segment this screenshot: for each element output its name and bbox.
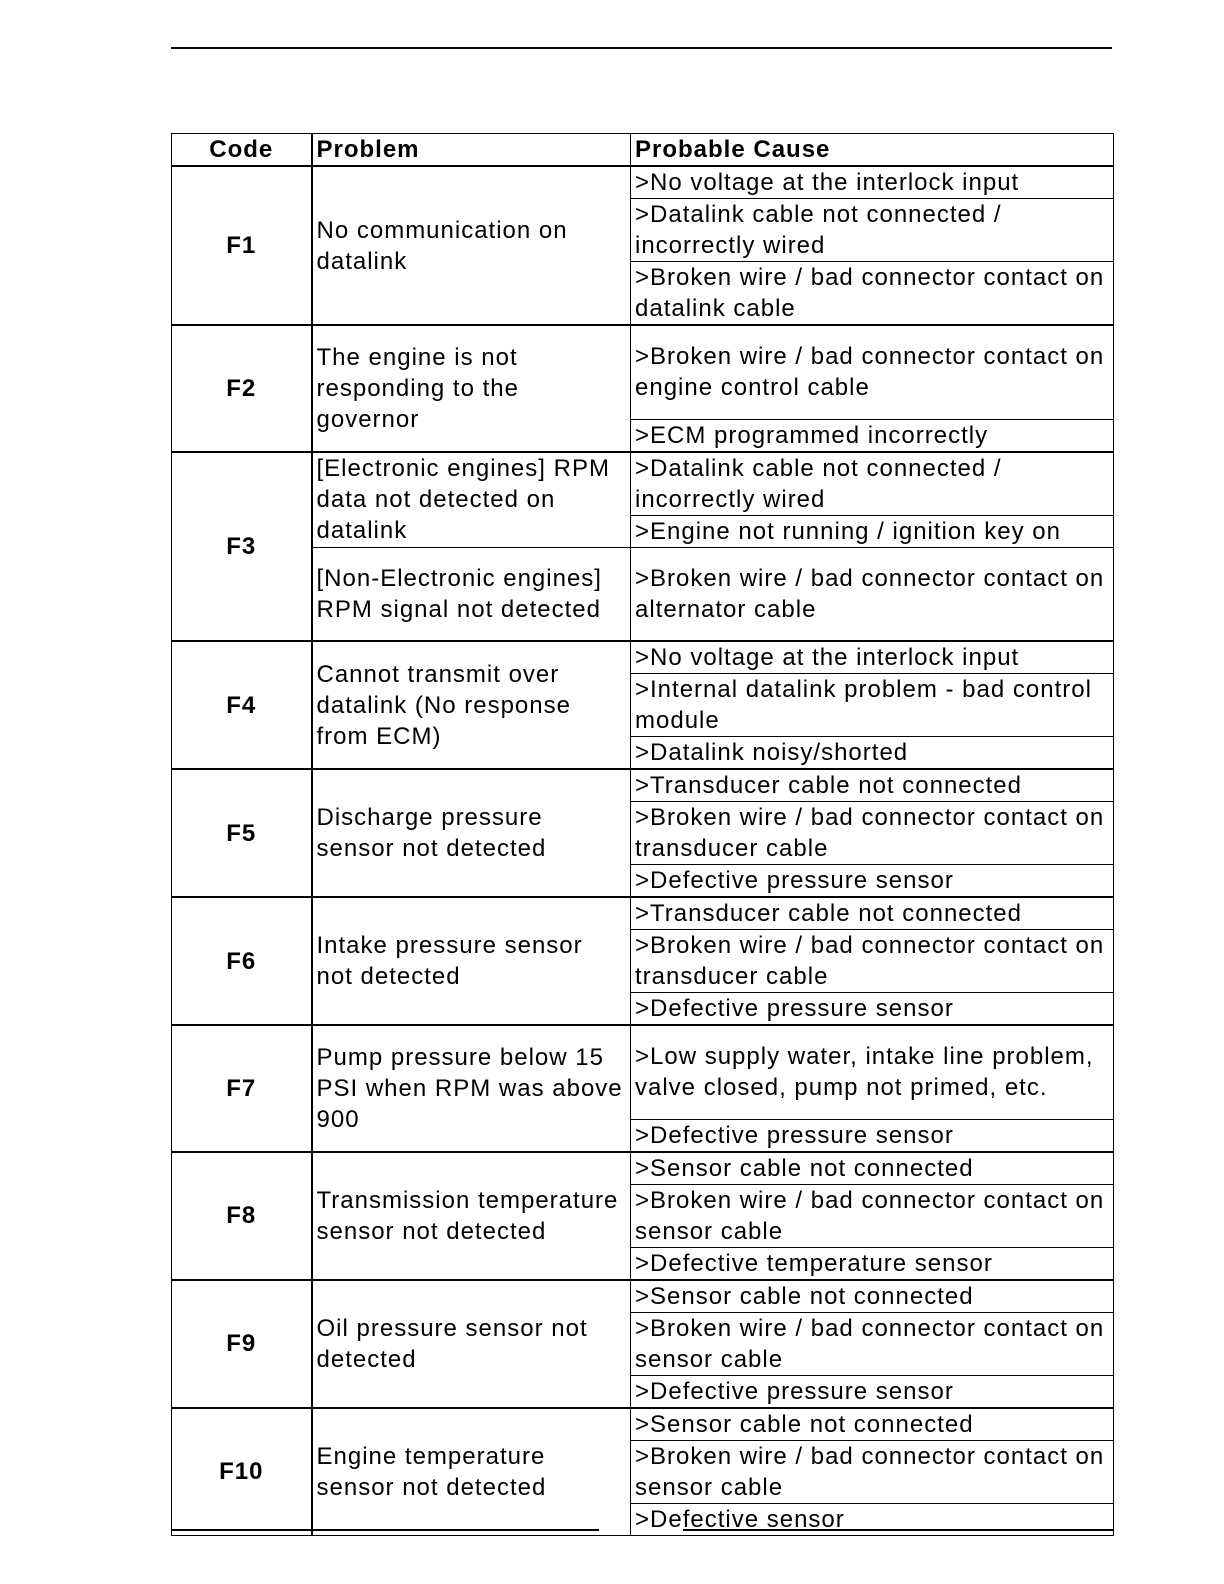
probable-cause-cell: >Broken wire / bad connector contact on sensor cable (631, 1440, 1114, 1503)
header-code: Code (172, 134, 312, 167)
problem-cell: Engine temperature sensor not detected (312, 1408, 631, 1536)
problem-cell: Discharge pressure sensor not detected (312, 769, 631, 897)
probable-cause-cell: >Broken wire / bad connector contact on alternator cable (631, 547, 1114, 641)
probable-cause-cell: >Broken wire / bad connector contact on transducer cable (631, 930, 1114, 993)
probable-cause-cell: >Sensor cable not connected (631, 1280, 1114, 1313)
problem-cell: Transmission temperature sensor not detected (312, 1152, 631, 1280)
fault-code-cell: F6 (172, 897, 312, 1025)
fault-code-cell: F7 (172, 1025, 312, 1152)
table-row (172, 1280, 1114, 1313)
problem-cell: Pump pressure below 15 PSI when RPM was above 900 (312, 1025, 631, 1152)
table-row (172, 1408, 1114, 1441)
fault-code-cell: F4 (172, 641, 312, 769)
fault-code-cell: F2 (172, 325, 312, 452)
fault-code-cell: F1 (172, 166, 312, 325)
probable-cause-cell: >Broken wire / bad connector contact on sensor cable (631, 1184, 1114, 1247)
probable-cause-cell: >Engine not running / ignition key on (631, 515, 1114, 547)
footer-rule-left (171, 1529, 599, 1531)
probable-cause-cell: >Defective pressure sensor (631, 1375, 1114, 1408)
table-row (172, 325, 1114, 419)
probable-cause-cell: >Transducer cable not connected (631, 897, 1114, 930)
fault-code-cell: F3 (172, 452, 312, 642)
table-row (172, 1025, 1114, 1119)
problem-cell: Oil pressure sensor not detected (312, 1280, 631, 1408)
header-problem: Problem (312, 134, 631, 167)
problem-cell: [Electronic engines] RPM data not detected on datalink (312, 452, 631, 548)
table-header-row (172, 134, 1114, 167)
problem-cell: [Non-Electronic engines] RPM signal not detected (312, 547, 631, 641)
problem-cell: The engine is not responding to the governor (312, 325, 631, 452)
table-row (172, 452, 1114, 516)
probable-cause-cell: >Broken wire / bad connector contact on transducer cable (631, 802, 1114, 865)
probable-cause-cell: >Datalink cable not connected / incorrectly wired (631, 199, 1114, 262)
header-probable-cause: Probable Cause (631, 134, 1114, 167)
problem-cell: Intake pressure sensor not detected (312, 897, 631, 1025)
probable-cause-cell: >Low supply water, intake line problem, valve closed, pump not primed, etc. (631, 1025, 1114, 1119)
fault-code-table (171, 133, 1114, 1536)
probable-cause-cell: >Broken wire / bad connector contact on sensor cable (631, 1312, 1114, 1375)
fault-code-cell: F9 (172, 1280, 312, 1408)
table-row (172, 547, 1114, 641)
probable-cause-cell: >Datalink noisy/shorted (631, 737, 1114, 770)
table-body (172, 166, 1114, 1535)
probable-cause-cell: >Sensor cable not connected (631, 1152, 1114, 1185)
probable-cause-cell: >No voltage at the interlock input (631, 641, 1114, 674)
table-row (172, 166, 1114, 199)
fault-code-cell: F5 (172, 769, 312, 897)
table-row (172, 1152, 1114, 1185)
footer-rule-right (683, 1529, 1114, 1531)
table-row (172, 769, 1114, 802)
probable-cause-cell: >Broken wire / bad connector contact on datalink cable (631, 262, 1114, 326)
probable-cause-cell: >Transducer cable not connected (631, 769, 1114, 802)
probable-cause-cell: >Defective pressure sensor (631, 993, 1114, 1026)
probable-cause-cell: >Internal datalink problem - bad control module (631, 674, 1114, 737)
probable-cause-cell: >No voltage at the interlock input (631, 166, 1114, 199)
probable-cause-cell: >ECM programmed incorrectly (631, 419, 1114, 452)
probable-cause-cell: >Broken wire / bad connector contact on engine control cable (631, 325, 1114, 419)
problem-cell: Cannot transmit over datalink (No response from ECM) (312, 641, 631, 769)
probable-cause-cell: >Defective pressure sensor (631, 865, 1114, 898)
probable-cause-cell: >Defective pressure sensor (631, 1119, 1114, 1152)
table-row (172, 641, 1114, 674)
problem-cell: No communication on datalink (312, 166, 631, 325)
table-row (172, 897, 1114, 930)
probable-cause-cell: >Defective sensor (631, 1503, 1114, 1535)
probable-cause-cell: >Datalink cable not connected / incorrectly wired (631, 452, 1114, 516)
fault-code-cell: F10 (172, 1408, 312, 1536)
header-rule (171, 47, 1112, 49)
probable-cause-cell: >Sensor cable not connected (631, 1408, 1114, 1441)
probable-cause-cell: >Defective temperature sensor (631, 1247, 1114, 1280)
fault-code-cell: F8 (172, 1152, 312, 1280)
